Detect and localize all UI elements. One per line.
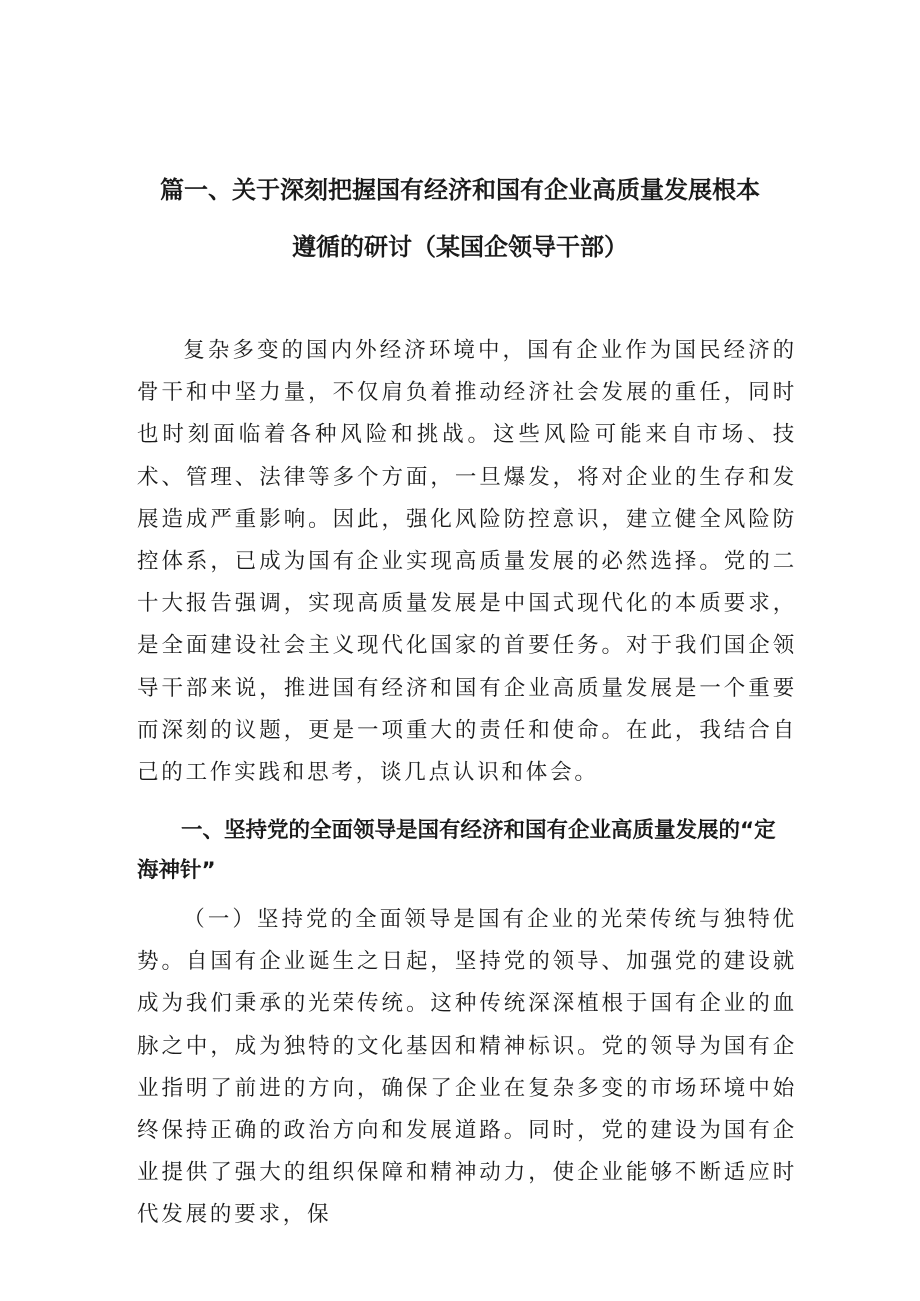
section-1-heading [137,811,797,891]
section-1-heading-text: 一、坚持党的全面领导是国有经济和国有企业高质量发展的“定海神针” [137,818,776,883]
section-1-paragraph-1 [137,899,797,1237]
document-title-line-1: 篇一、关于深刻把握国有经济和国有企业高质量发展根本 [160,176,760,204]
intro-paragraph-text: 复杂多变的国内外经济环境中，国有企业作为国民经济的骨干和中坚力量，不仅肩负着推动经济社会发展的重任，同时也时刻面临着各种风险和挑战。这些风险可能来自市场、技术、管理、法律等多个方面，一旦爆发，将对企业的生存和发展造成严重影响。因此，强化风险防控意识，建立健全风险防控体系，已成为国有企业实现高质量发展的必然选择。党的二十大报告强调，实现高质量发展是中国式现代化的本质要求，是全面建设社会主义现代化国家的首要任务。对于我们国企领导干部来说，推进国有经济和国有企业高质量发展是一个重要而深刻的议题，更是一项重大的责任和使命。在此，我结合自己的工作实践和思考，谈几点认识和体会。 [137,338,797,786]
section-1-paragraph-1-text: （一）坚持党的全面领导是国有企业的光荣传统与独特优势。自国有企业诞生之日起，坚持党的领导、加强党的建设就成为我们秉承的光荣传统。这种传统深深植根于国有企业的血脉之中，成为独特的文化基因和精神标识。党的领导为国有企业指明了前进的方向，确保了企业在复杂多变的市场环境中始终保持正确的政治方向和发展道路。同时，党的建设为国有企业提供了强大的组织保障和精神动力，使企业能够不断适应时代发展的要求，保 [137,907,797,1228]
document-title-line-2: 遵循的研讨（某国企领导干部） [292,233,628,261]
intro-paragraph [137,330,797,794]
